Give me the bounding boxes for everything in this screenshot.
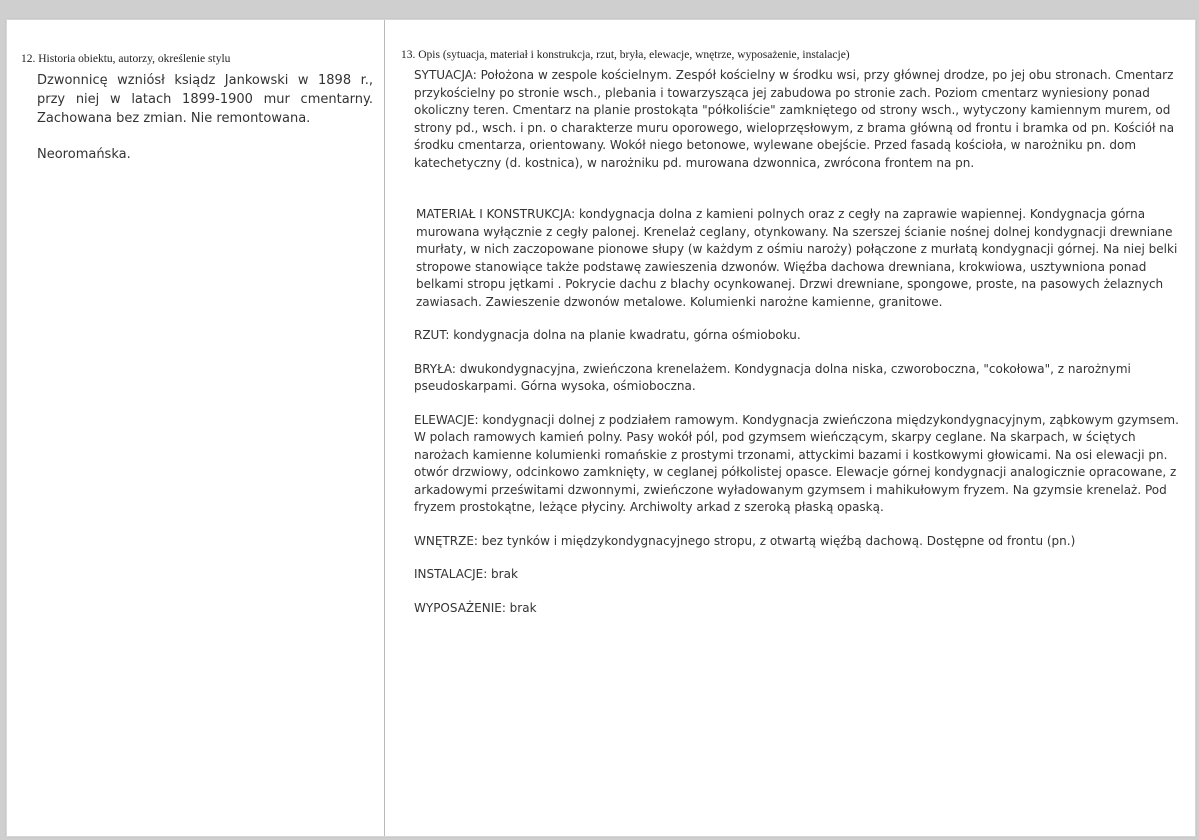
section-history: [21, 53, 373, 164]
instalacje-paragraph: INSTALACJE: brak: [414, 567, 518, 581]
section-history-heading: 12. Historia obiektu, autorzy, określenie stylu: [21, 53, 231, 65]
sytuacja-paragraph: SYTUACJA: Położona w zespole kościelnym. Zespół kościelny w środku wsi, przy głównej drodze, po jej obu stronach. Cmentarz przykościelny po stronie wsch., plebania i towarzysząca jej zabudowa po stronie zach. Poziom cmentarz wyniesiony ponad okoliczny teren. Cmentarz na planie prostokąta "półkoliście" zamkniętego od strony wsch., wytyczony kamiennym murem, od strony pd., wsch. i pn. o charakterze muru oporowego, wieloprzęsłowym, z brama główną od frontu i bramka od pn. Kościół na środku cmentarza, orientowany. Wokół niego betonowe, wylewane obejście. Przed fasadą kościoła, w narożniku pn. dom katechetyczny (d. kostnica), w narożniku pd. murowana dzwonnica, zwrócona frontem na pn.: [414, 68, 1175, 170]
section-history-body: [37, 71, 373, 164]
style-paragraph: Neoromańska.: [37, 147, 131, 162]
history-paragraph: Dzwonnicę wzniósł ksiądz Jankowski w 1898 r., przy niej w latach 1899-1900 mur cmentarny. Zachowana bez zmian. Nie remontowana.: [37, 73, 373, 126]
elewacje-paragraph: ELEWACJE: kondygnacji dolnej z podziałem ramowym. Kondygnacja zwieńczona międzykondygnacyjnym, ząbkowym gzymsem. W polach ramowych kamień polny. Pasy wokół pól, pod gzymsem wieńczącym, skarpy ceglane. Na skarpach, w ściętych narożach kamienne kolumienki romańskie z prostymi trzonami, attyckimi bazami i kostkowymi głowicami. Na osi elewacji pn. otwór drzwiowy, odcinkowo zamknięty, w ceglanej półkolistej opasce. Elewacje górnej kondygnacji analogicznie opracowane, z arkadowymi prześwitami dzwonnymi, zwieńczone wyładowanym gzymsem i mahikułowym fryzem. Na gzymsie krenelaż. Pod fryzem prostokątne, leżące płyciny. Archiwolty arkad z szeroką płaską opaską.: [414, 412, 1179, 514]
section-description: [401, 49, 1183, 617]
section-description-body: [414, 67, 1183, 617]
wyposazenie-paragraph: WYPOSAŻENIE: brak: [414, 600, 537, 615]
bryla-paragraph: BRYŁA: dwukondygnacyjna, zwieńczona krenelażem. Kondygnacja dolna niska, czworoboczna, "cokołowa", z narożnymi pseudoskarpami. Górna wysoka, ośmioboczna.: [414, 361, 1131, 393]
document-sheet: [6, 19, 1196, 837]
material-paragraph: MATERIAŁ I KONSTRUKCJA: kondygnacja dolna z kamieni polnych oraz z cegły na zaprawie wapiennej. Kondygnacja górna murowana wyłącznie z cegły palonej. Krenelaż ceglany, otynkowany. Na szerszej ścianie nośnej dolnej kondygnacji drewniane murłaty, w nich zaczopowane pionowe słupy (w każdym z ośmiu naroży) połączone z murłatą kondygnacji górnej. Na niej belki stropowe stanowiące także podstawę zawieszenia dzwonów. Więźba dachowa drewniana, krokwiowa, usztywniona ponad belkami stropu jętkami . Pokrycie dachu z blachy ocynkowanej. Drzwi drewniane, spongowe, proste, na pasowych żelaznych zawiasach. Zawieszenie dzwonów metalowe. Kolumienki narożne kamienne, granitowe.: [416, 207, 1178, 309]
section-description-heading: 13. Opis (sytuacja, materiał i konstrukcja, rzut, bryła, elewacje, wnętrze, wyposażenie, instalacje): [401, 49, 850, 61]
column-divider: [384, 20, 385, 836]
rzut-paragraph: RZUT: kondygnacja dolna na planie kwadratu, górna ośmioboku.: [414, 328, 801, 342]
wnetrze-paragraph: WNĘTRZE: bez tynków i międzykondygnacyjnego stropu, z otwartą więźbą dachową. Dostępne od frontu (pn.): [414, 533, 1076, 548]
